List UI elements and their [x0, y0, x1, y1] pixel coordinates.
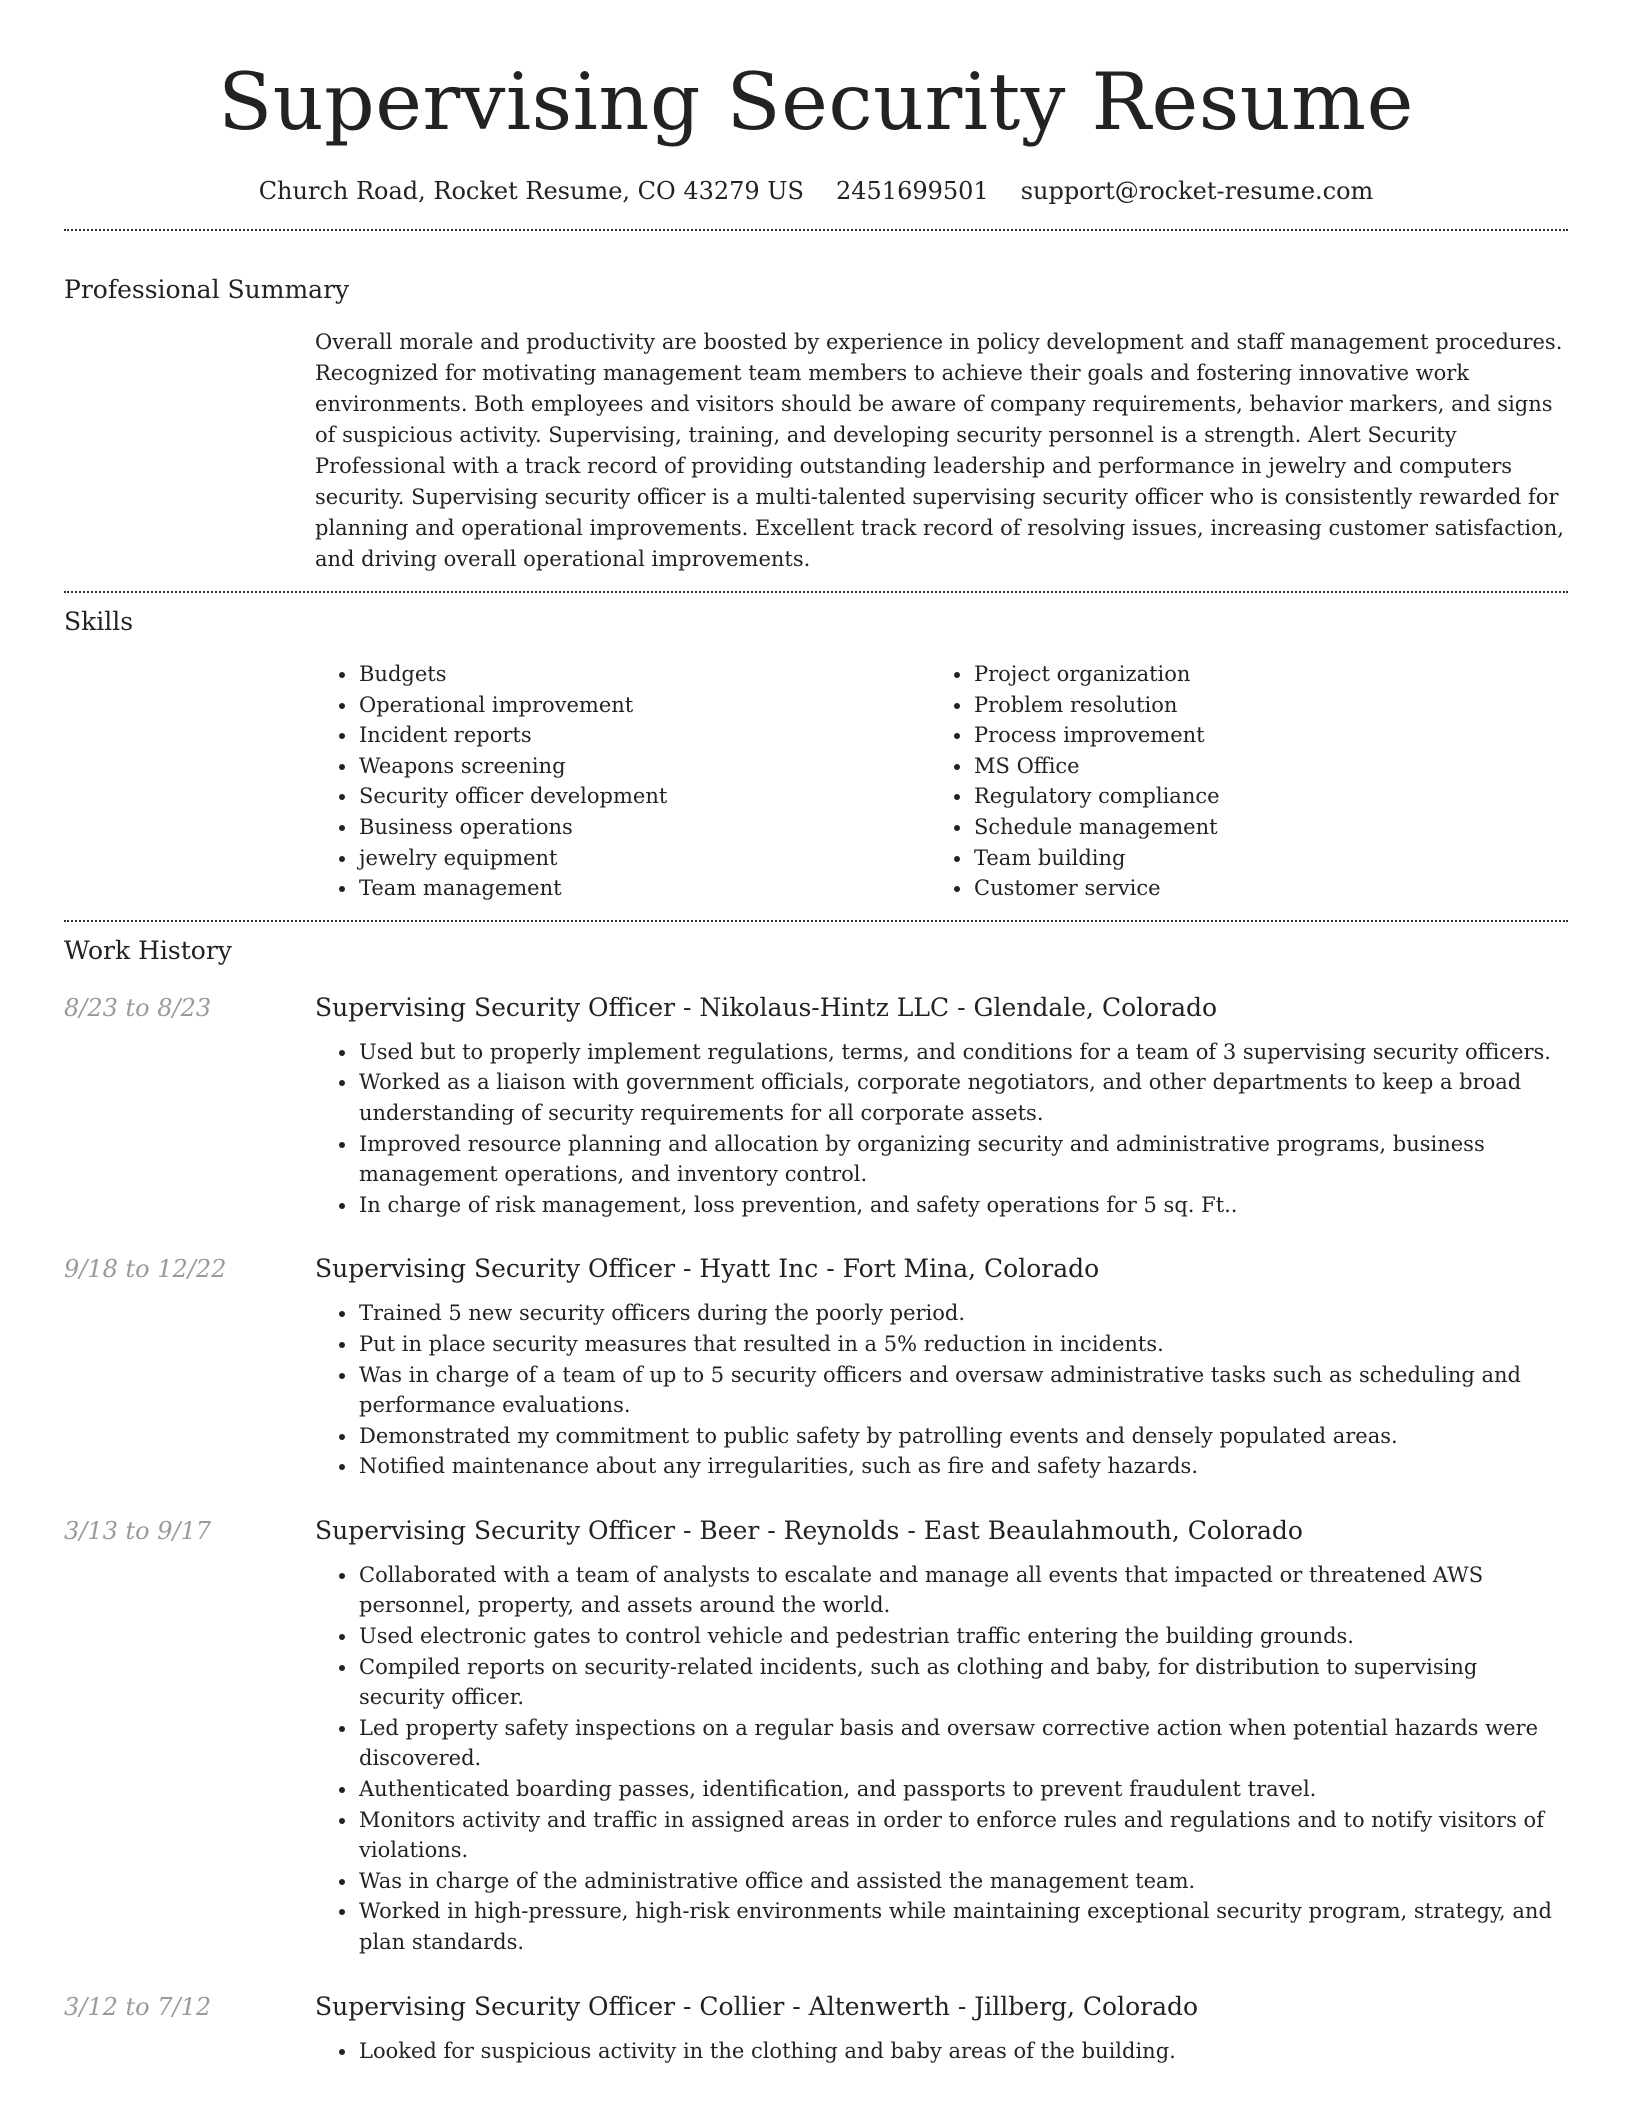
job-bullet: • Led property safety inspections on a regular basis and oversaw corrective action when potential hazards were discovered.	[358, 1713, 1565, 1774]
job-bullet: • Looked for suspicious activity in the clothing and baby areas of the building.	[358, 2036, 1565, 2067]
job-bullet: • Worked as a liaison with government officials, corporate negotiators, and other departments to keep a broad understanding of security requirements for all corporate assets.	[358, 1067, 1565, 1128]
job-body	[315, 1990, 1565, 2067]
skill-item: • Incident reports	[358, 720, 930, 751]
contact-address: Church Road, Rocket Resume, CO 43279 US	[258, 177, 804, 205]
skill-item: • Schedule management	[973, 812, 1545, 843]
skill-item: • MS Office	[973, 751, 1545, 782]
skill-item: • Process improvement	[973, 720, 1545, 751]
skills-list-left	[315, 659, 930, 904]
section-divider	[64, 229, 1568, 231]
job-bullet: • Was in charge of the administrative office and assisted the management team.	[358, 1866, 1565, 1897]
job-body	[315, 1252, 1565, 1482]
job-bullet: • Used electronic gates to control vehicle and pedestrian traffic entering the building grounds.	[358, 1621, 1565, 1652]
skill-item: • Regulatory compliance	[973, 781, 1545, 812]
job-bullet: • Was in charge of a team of up to 5 security officers and oversaw administrative tasks such as scheduling and performance evaluations.	[358, 1360, 1565, 1421]
job-body	[315, 1514, 1565, 1958]
skills-columns	[315, 659, 1565, 904]
skills-section	[0, 605, 1632, 904]
job-entry	[0, 1514, 1632, 1958]
work-history-section	[0, 934, 1632, 2066]
contact-phone: 2451699501	[835, 177, 989, 205]
job-bullet: • Compiled reports on security-related incidents, such as clothing and baby, for distribution to supervising security officer.	[358, 1652, 1565, 1713]
job-bullet: • Trained 5 new security officers during the poorly period.	[358, 1298, 1565, 1329]
job-bullet: • Put in place security measures that resulted in a 5% reduction in incidents.	[358, 1329, 1565, 1360]
skill-item: • Weapons screening	[358, 751, 930, 782]
job-bullets	[315, 2036, 1565, 2067]
skills-list-right	[930, 659, 1545, 904]
skill-item: • Operational improvement	[358, 690, 930, 721]
section-title-summary: Professional Summary	[64, 275, 350, 304]
skill-item: • Customer service	[973, 873, 1545, 904]
job-bullet: • Monitors activity and traffic in assigned areas in order to enforce rules and regulations and to notify visitors of violations.	[358, 1805, 1565, 1866]
job-title: Supervising Security Officer - Beer - Reynolds - East Beaulahmouth, Colorado	[315, 1515, 1303, 1545]
section-divider	[64, 920, 1568, 922]
job-entry	[0, 1990, 1632, 2067]
contact-email: support@rocket-resume.com	[1020, 177, 1374, 205]
skill-item: • Budgets	[358, 659, 930, 690]
skill-item: • Business operations	[358, 812, 930, 843]
job-bullet: • In charge of risk management, loss prevention, and safety operations for 5 sq. Ft..	[358, 1190, 1565, 1221]
job-bullets	[315, 1298, 1565, 1482]
job-title: Supervising Security Officer - Collier - Altenwerth - Jillberg, Colorado	[315, 1991, 1199, 2021]
section-divider	[64, 591, 1568, 593]
job-body	[315, 991, 1565, 1221]
job-title: Supervising Security Officer - Hyatt Inc - Fort Mina, Colorado	[315, 1254, 1100, 1284]
job-bullet: • Used but to properly implement regulations, terms, and conditions for a team of 3 supervising security officers.	[358, 1037, 1565, 1068]
skill-item: • Problem resolution	[973, 690, 1545, 721]
job-entry	[0, 1252, 1632, 1482]
section-title-skills: Skills	[64, 607, 134, 636]
job-bullet: • Demonstrated my commitment to public safety by patrolling events and densely populated areas.	[358, 1421, 1565, 1452]
job-date: 3/13 to 9/17	[64, 1516, 212, 1545]
skill-item: • Team management	[358, 873, 930, 904]
skill-item: • Project organization	[973, 659, 1545, 690]
job-bullet: • Worked in high-pressure, high-risk environments while maintaining exceptional security program, strategy, and plan standards.	[358, 1896, 1565, 1957]
summary-text: Overall morale and productivity are boosted by experience in policy development and staff management procedures. Recognized for motivating management team members to achieve their goals and fostering innovative work environments. Both employees and visitors should be aware of company requirements, behavior markers, and signs of suspicious activity. Supervising, training, and developing security personnel is a strength. Alert Security Professional with a track record of providing outstanding leadership and performance in jewelry and computers security. Supervising security officer is a multi-talented supervising security officer who is consistently rewarded for planning and operational improvements. Excellent track record of resolving issues, increasing customer satisfaction, and driving overall operational improvements.	[315, 330, 1564, 571]
resume-name: Supervising Security Resume	[218, 56, 1414, 148]
job-date: 3/12 to 7/12	[64, 1992, 212, 2021]
skill-item: • Team building	[973, 843, 1545, 874]
job-bullets	[315, 1037, 1565, 1221]
job-title: Supervising Security Officer - Nikolaus-Hintz LLC - Glendale, Colorado	[315, 992, 1218, 1022]
contact-line	[0, 174, 1632, 208]
skill-item: • Security officer development	[358, 781, 930, 812]
job-entry	[0, 991, 1632, 1221]
professional-summary-section	[0, 273, 1632, 575]
resume-header	[0, 0, 1632, 208]
job-date: 8/23 to 8/23	[64, 993, 212, 1022]
job-bullets	[315, 1560, 1565, 1958]
job-date: 9/18 to 12/22	[64, 1255, 227, 1284]
skill-item: • jewelry equipment	[358, 843, 930, 874]
job-bullet: • Notified maintenance about any irregularities, such as fire and safety hazards.	[358, 1451, 1565, 1482]
job-bullet: • Authenticated boarding passes, identification, and passports to prevent fraudulent travel.	[358, 1774, 1565, 1805]
section-title-work: Work History	[64, 935, 232, 965]
job-bullet: • Collaborated with a team of analysts to escalate and manage all events that impacted or threatened AWS personnel, property, and assets around the world.	[358, 1560, 1565, 1621]
job-bullet: • Improved resource planning and allocation by organizing security and administrative programs, business management operations, and inventory control.	[358, 1129, 1565, 1190]
